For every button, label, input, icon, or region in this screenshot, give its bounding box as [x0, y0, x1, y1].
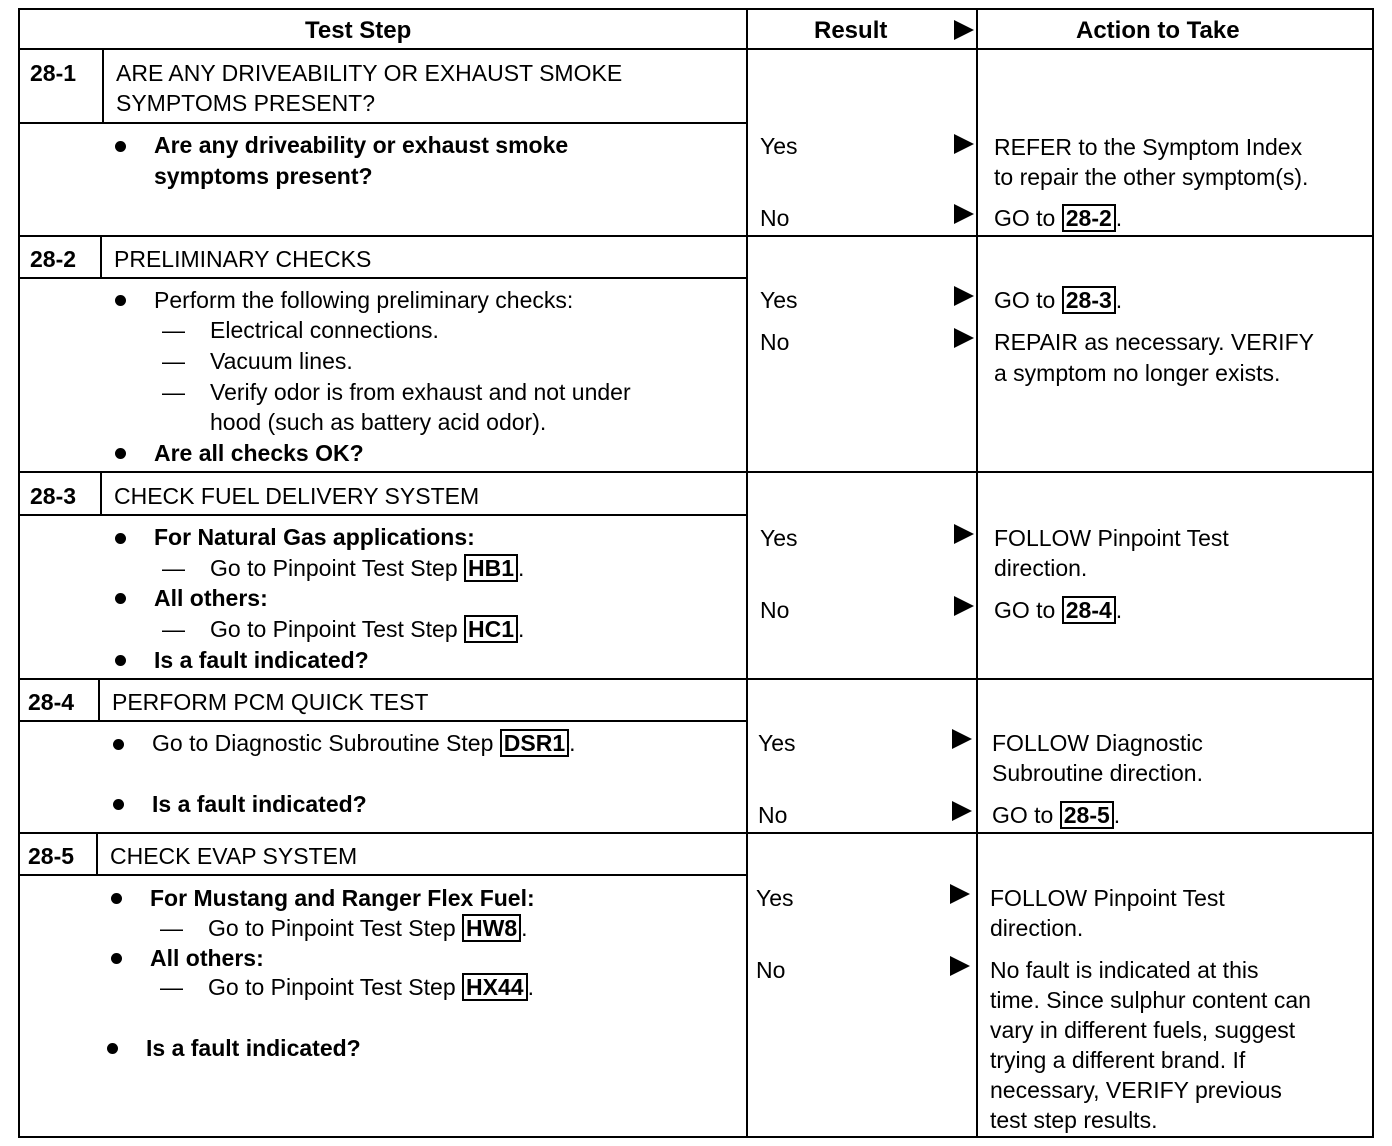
bullet-icon	[113, 739, 124, 750]
step-title-28-1-line2: SYMPTOMS PRESENT?	[116, 90, 376, 116]
header-arrow-icon	[954, 20, 974, 40]
check-item: Vacuum lines.	[210, 348, 353, 374]
result-no-28-3: No	[760, 597, 790, 623]
bullet-icon	[115, 655, 126, 666]
arrow-icon	[952, 801, 972, 821]
step-28-3-sub1: Go to Pinpoint Test Step HB1 .	[210, 555, 525, 581]
action-no-28-1: GO to 28-2 .	[994, 205, 1123, 231]
action-no-28-5-line2: time. Since sulphur content can	[990, 987, 1311, 1013]
result-yes-28-1: Yes	[760, 133, 798, 159]
header-test-step: Test Step	[305, 17, 412, 44]
step-ref-28-4[interactable]: 28-4	[1062, 596, 1116, 624]
action-yes-28-3-line1: FOLLOW Pinpoint Test	[994, 525, 1229, 551]
pinpoint-ref-hx44[interactable]: HX44	[462, 973, 528, 1001]
step-ref-28-2[interactable]: 28-2	[1062, 204, 1116, 232]
action-yes-28-3-line2: direction.	[994, 555, 1088, 581]
arrow-icon	[952, 729, 972, 749]
bullet-icon	[115, 533, 126, 544]
result-yes-28-2: Yes	[760, 287, 798, 313]
step-id-28-5: 28-5	[28, 843, 75, 869]
action-no-28-5-line1: No fault is indicated at this	[990, 957, 1259, 983]
step-28-2-question: Are all checks OK?	[154, 440, 364, 466]
step-id-28-4: 28-4	[28, 689, 75, 715]
pinpoint-ref-hc1[interactable]: HC1	[464, 615, 518, 643]
arrow-icon	[954, 134, 974, 154]
header-rule	[20, 48, 1372, 50]
column-divider-action	[976, 10, 978, 1136]
step-ref-28-3[interactable]: 28-3	[1062, 286, 1116, 314]
result-no-28-1: No	[760, 205, 790, 231]
result-yes-28-4: Yes	[758, 730, 796, 756]
step-rule	[20, 235, 1372, 237]
action-yes-28-4-line2: Subroutine direction.	[992, 760, 1203, 786]
step-id-28-2: 28-2	[30, 246, 77, 272]
action-no-28-5-line6: test step results.	[990, 1107, 1158, 1133]
arrow-icon	[954, 596, 974, 616]
bullet-icon	[115, 141, 126, 152]
bullet-icon	[111, 893, 122, 904]
step-28-2-intro: Perform the following preliminary checks:	[154, 287, 574, 313]
action-yes-28-1-line2: to repair the other symptom(s).	[994, 164, 1309, 190]
step-id-28-1: 28-1	[30, 60, 77, 86]
bullet-icon	[115, 448, 126, 459]
check-item: Electrical connections.	[210, 317, 439, 343]
step-28-3-bullet2: All others:	[154, 585, 268, 611]
action-no-28-3: GO to 28-4 .	[994, 597, 1123, 623]
result-yes-28-3: Yes	[760, 525, 798, 551]
action-yes-28-4-line1: FOLLOW Diagnostic	[992, 730, 1203, 756]
action-yes-28-5-line2: direction.	[990, 915, 1084, 941]
step-ref-28-5[interactable]: 28-5	[1060, 801, 1114, 829]
arrow-icon	[950, 884, 970, 904]
bullet-icon	[111, 953, 122, 964]
step-id-28-3: 28-3	[30, 483, 77, 509]
step-title-28-4: PERFORM PCM QUICK TEST	[112, 689, 429, 715]
bullet-icon	[107, 1043, 118, 1054]
pinpoint-ref-hw8[interactable]: HW8	[462, 914, 521, 942]
subroutine-ref-dsr1[interactable]: DSR1	[500, 729, 569, 757]
result-no-28-4: No	[758, 802, 788, 828]
step-rule	[20, 678, 1372, 680]
arrow-icon	[954, 286, 974, 306]
step-title-28-5: CHECK EVAP SYSTEM	[110, 843, 358, 869]
step-28-1-question-line2: symptoms present?	[154, 163, 373, 189]
action-yes-28-2: GO to 28-3 .	[994, 287, 1123, 313]
step-title-28-3: CHECK FUEL DELIVERY SYSTEM	[114, 483, 480, 509]
action-no-28-2-line2: a symptom no longer exists.	[994, 360, 1281, 386]
action-no-28-4: GO to 28-5 .	[992, 802, 1121, 828]
step-28-5-bullet1: For Mustang and Ranger Flex Fuel:	[150, 885, 535, 911]
arrow-icon	[950, 956, 970, 976]
action-yes-28-1-line1: REFER to the Symptom Index	[994, 134, 1303, 160]
action-no-28-5-line5: necessary, VERIFY previous	[990, 1077, 1282, 1103]
check-item: Verify odor is from exhaust and not under	[210, 379, 631, 405]
pinpoint-ref-hb1[interactable]: HB1	[464, 554, 518, 582]
step-28-4-question: Is a fault indicated?	[152, 791, 367, 817]
bullet-icon	[115, 593, 126, 604]
step-rule	[20, 832, 1372, 834]
action-no-28-2-line1: REPAIR as necessary. VERIFY	[994, 329, 1314, 355]
arrow-icon	[954, 204, 974, 224]
action-no-28-5-line4: trying a different brand. If	[990, 1047, 1246, 1073]
step-28-4-bullet1: Go to Diagnostic Subroutine Step DSR1 .	[152, 730, 576, 756]
action-yes-28-5-line1: FOLLOW Pinpoint Test	[990, 885, 1225, 911]
step-28-5-sub1: Go to Pinpoint Test Step HW8 .	[208, 915, 528, 941]
step-28-3-bullet1: For Natural Gas applications:	[154, 524, 475, 550]
check-item: hood (such as battery acid odor).	[210, 409, 547, 435]
step-28-5-question: Is a fault indicated?	[146, 1035, 361, 1061]
result-yes-28-5: Yes	[756, 885, 794, 911]
step-28-1-question-line1: Are any driveability or exhaust smoke	[154, 132, 569, 158]
step-title-28-2: PRELIMINARY CHECKS	[114, 246, 372, 272]
result-no-28-2: No	[760, 329, 790, 355]
header-result: Result	[814, 17, 888, 44]
bullet-icon	[115, 295, 126, 306]
action-no-28-5-line3: vary in different fuels, suggest	[990, 1017, 1296, 1043]
result-no-28-5: No	[756, 957, 786, 983]
column-divider-result	[746, 10, 748, 1136]
diagnostic-table: Test Step Result Action to Take 28-1 ARE ANY DRIVEABILITY OR EXHAUST SMOKE SYMPTOMS PRESENT? Are any driveability or exhaust smoke symptoms present? Yes REFER to the Symptom Index to repair the other symptom(s). No GO to 28-2 . 28-2 PRELIMINARY CHECKS Perform the following preliminary checks: — Electrical connections. — Vacuum lines. — Verify odor is from exhaust and not under hood (such as battery acid odor). Are all checks OK? Yes GO to 28-3 . No REPAIR as necessary. VERIFY a symptom no longer exists. 28-3 CHECK FUEL DELIVERY SYSTEM For Natural Gas applications: — Go to Pinpoint Test Step HB1 . All others: — Go to Pinpoint Test Step HC1 . Is a fault indicated? Yes FOLLOW Pinpoint Test direction. No GO to 28-4 . 28-4 PERFORM PCM QUICK TEST Go to Diagnostic Subroutine Step DSR1 . Is a fault indicated? Yes FOLLOW Diagnostic Subroutine direction. No GO to 28-5 . 28-5 CHECK EVAP SYSTEM For Mustang and Ranger Flex Fuel: — Go to Pinpoint Test Step HW8 . All others: — Go to Pinpoint Test Step HX44 . Is a fault indicated? Yes FOLLOW Pinpoint Test direction. No No fault is indicated at this time. Since sulphur content can vary in different fuels, suggest trying a different brand. If necessary, VERIFY previous test step results.	[18, 8, 1374, 1138]
step-rule	[20, 471, 1372, 473]
bullet-icon	[113, 799, 124, 810]
step-28-5-bullet2: All others:	[150, 945, 264, 971]
step-28-5-sub2: Go to Pinpoint Test Step HX44 .	[208, 974, 534, 1000]
arrow-icon	[954, 524, 974, 544]
header-action: Action to Take	[1076, 17, 1240, 44]
step-28-3-question: Is a fault indicated?	[154, 647, 369, 673]
step-28-3-sub2: Go to Pinpoint Test Step HC1 .	[210, 616, 525, 642]
arrow-icon	[954, 328, 974, 348]
step-title-28-1-line1: ARE ANY DRIVEABILITY OR EXHAUST SMOKE	[116, 60, 623, 86]
